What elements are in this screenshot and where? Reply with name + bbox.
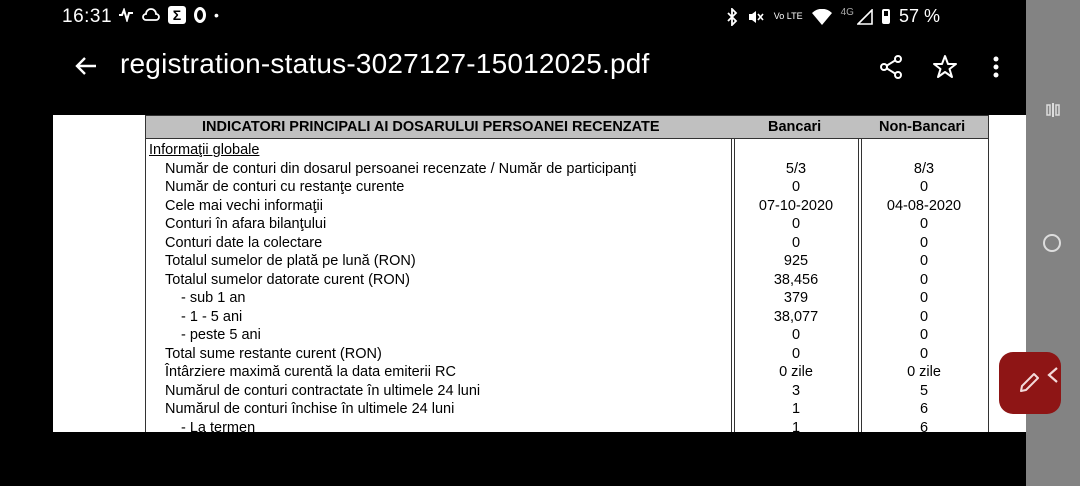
network-type-label: 4G xyxy=(840,7,854,18)
row-label: Totalul sumelor datorate curent (RON) xyxy=(165,271,410,288)
clock: 16:31 xyxy=(62,6,113,27)
non-bancari-value: 0 zile xyxy=(907,364,941,380)
more-options-icon[interactable] xyxy=(986,54,1006,80)
bancari-value: 0 xyxy=(791,216,801,232)
non-bancari-value: 0 xyxy=(919,271,929,288)
bancari-value: 38,077 xyxy=(773,308,819,325)
non-bancari-value: 04-08-2020 xyxy=(886,197,962,214)
battery-percent: 57 % xyxy=(898,6,940,26)
bancari-value: 1 xyxy=(791,419,801,432)
non-bancari-value: 0 xyxy=(919,308,929,325)
heart-rate-icon xyxy=(118,8,134,22)
row-label: Întârziere maximă curentă la data emiterii RC xyxy=(165,364,456,380)
home-button[interactable] xyxy=(1043,234,1061,252)
bancari-value: 3 xyxy=(791,382,801,399)
table-row xyxy=(146,382,988,401)
pdf-page xyxy=(53,115,1026,432)
bancari-value: 5/3 xyxy=(785,160,807,177)
table-row xyxy=(146,234,988,253)
bancari-value: 1 xyxy=(791,401,801,417)
back-arrow-icon[interactable] xyxy=(72,52,100,80)
non-bancari-value: 0 xyxy=(919,327,929,343)
table-body xyxy=(146,141,988,432)
bancari-value: 0 zile xyxy=(779,364,813,380)
notification-icons xyxy=(118,6,219,24)
bancari-value: 38,456 xyxy=(773,271,819,288)
row-label: Numărul de conturi închise în ultimele 24 luni xyxy=(165,401,455,417)
header-bancari: Bancari xyxy=(768,119,822,135)
bancari-value: 925 xyxy=(783,253,809,269)
battery-icon xyxy=(882,9,890,24)
bancari-value: 0 xyxy=(791,327,801,343)
row-label: - 1 - 5 ani xyxy=(181,308,243,325)
share-icon[interactable] xyxy=(878,54,904,80)
table-row xyxy=(146,363,988,382)
more-notifications-dot: • xyxy=(214,7,219,23)
row-label: Totalul sumelor de plată pe lună (RON) xyxy=(165,253,416,269)
row-label: - sub 1 an xyxy=(181,290,246,306)
non-bancari-value: 0 xyxy=(919,216,929,232)
bancari-value: 0 xyxy=(791,345,801,362)
volte-icon: Vo LTE xyxy=(773,11,803,21)
table-row xyxy=(146,345,988,364)
row-label: - La termen xyxy=(181,419,256,432)
table-row xyxy=(146,197,988,216)
section-title: Informaţii globale xyxy=(149,142,260,158)
row-label: Total sume restante curent (RON) xyxy=(165,345,382,362)
row-label: Număr de conturi cu restanţe curente xyxy=(165,179,405,195)
row-label: Conturi date la colectare xyxy=(165,234,323,251)
bancari-value: 0 xyxy=(791,179,801,195)
non-bancari-value: 6 xyxy=(919,401,929,417)
table-row xyxy=(146,289,988,308)
pencil-icon xyxy=(1018,370,1042,394)
table-row xyxy=(146,252,988,271)
mute-icon xyxy=(747,9,765,25)
cloud-icon xyxy=(142,8,160,22)
opera-icon xyxy=(194,7,206,23)
header-non-bancari: Non-Bancari xyxy=(879,119,966,135)
table-header xyxy=(146,115,988,139)
table-row xyxy=(146,178,988,197)
indicators-table xyxy=(145,115,989,432)
row-label: Numărul de conturi contractate în ultimele 24 luni xyxy=(165,382,481,399)
table-row xyxy=(146,419,988,433)
non-bancari-value: 0 xyxy=(919,179,929,195)
non-bancari-value: 6 xyxy=(919,419,929,432)
table-row xyxy=(146,308,988,327)
non-bancari-value: 5 xyxy=(919,382,929,399)
row-label: Cele mai vechi informaţii xyxy=(165,197,323,214)
system-icons xyxy=(726,6,940,27)
bancari-value: 379 xyxy=(783,290,809,306)
non-bancari-value: 0 xyxy=(919,234,929,251)
non-bancari-value: 8/3 xyxy=(913,160,935,177)
bancari-value: 07-10-2020 xyxy=(758,197,834,214)
non-bancari-value: 0 xyxy=(919,345,929,362)
row-label: Conturi în afara bilanţului xyxy=(165,216,327,232)
non-bancari-value: 0 xyxy=(919,253,929,269)
app-bar xyxy=(0,34,1026,114)
table-row xyxy=(146,400,988,419)
bancari-value: 0 xyxy=(791,234,801,251)
table-row xyxy=(146,271,988,290)
row-label: - peste 5 ani xyxy=(181,327,261,343)
recent-apps-icon[interactable] xyxy=(1045,102,1061,118)
document-title: registration-status-3027127-15012025.pdf xyxy=(120,48,650,79)
header-indicators: INDICATORI PRINCIPALI AI DOSARULUI PERSOANEI RECENZATE xyxy=(202,119,660,135)
row-label: Număr de conturi din dosarul persoanei recenzate / Număr de participanţi xyxy=(165,160,637,177)
non-bancari-value: 0 xyxy=(919,290,929,306)
sigma-app-icon: Σ xyxy=(168,6,186,24)
wifi-icon xyxy=(812,9,832,25)
chevron-left-icon[interactable] xyxy=(1046,366,1060,384)
status-bar xyxy=(0,0,1026,34)
table-row xyxy=(146,160,988,179)
bluetooth-icon xyxy=(726,8,738,26)
star-icon[interactable] xyxy=(932,54,958,80)
table-row xyxy=(146,326,988,345)
signal-icon xyxy=(857,9,873,25)
table-row xyxy=(146,141,988,160)
table-row xyxy=(146,215,988,234)
